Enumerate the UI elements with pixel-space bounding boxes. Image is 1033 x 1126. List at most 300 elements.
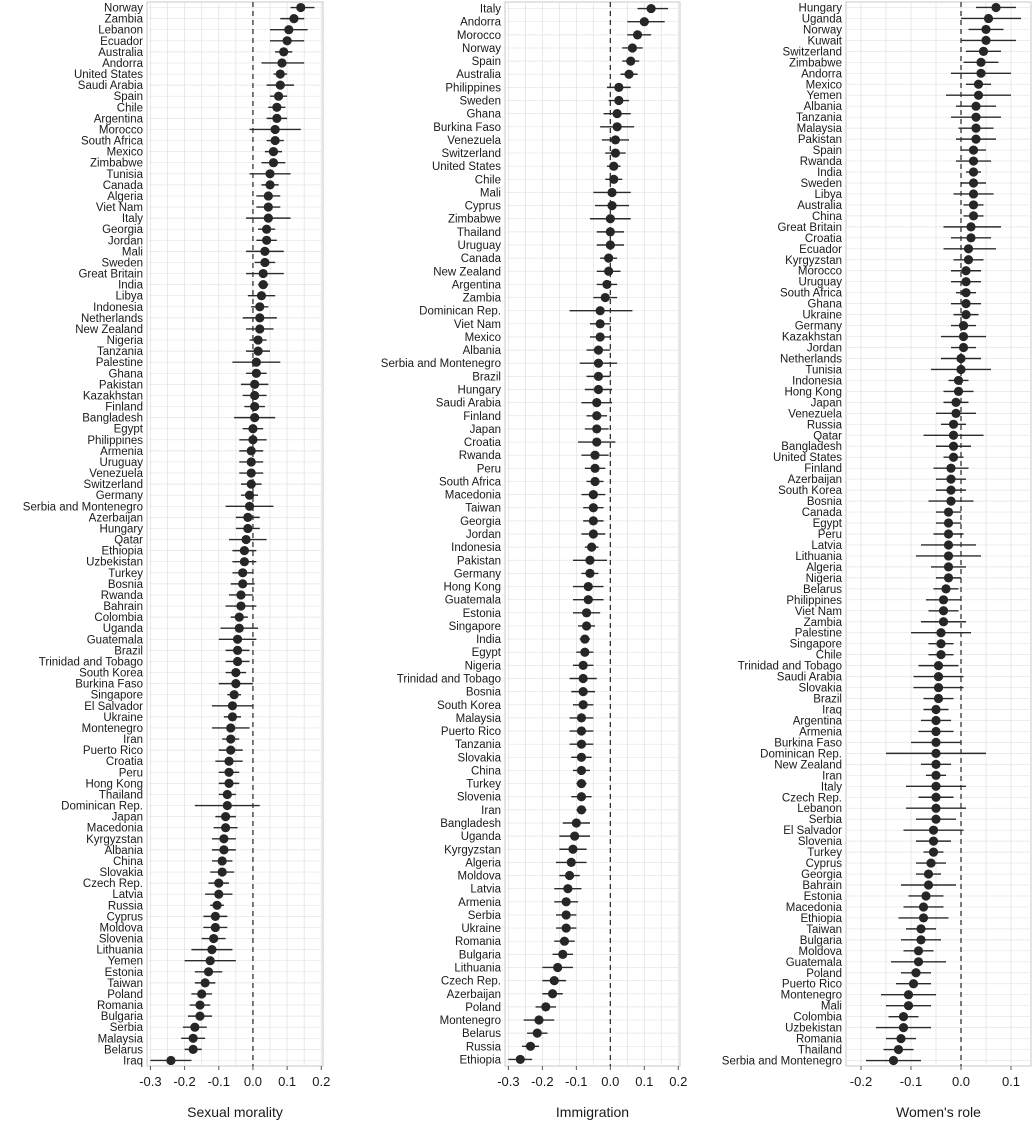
point-estimate: [262, 225, 271, 234]
country-label: Viet Nam: [453, 318, 501, 331]
point-estimate: [558, 950, 567, 959]
point-estimate: [570, 832, 579, 841]
country-label: Finland: [463, 410, 501, 423]
point-estimate: [577, 753, 586, 762]
point-estimate: [207, 945, 216, 954]
country-label: Singapore: [448, 620, 501, 633]
country-label: Saudi Arabia: [77, 80, 143, 93]
point-estimate: [934, 672, 943, 681]
point-estimate: [974, 91, 983, 100]
point-estimate: [594, 385, 603, 394]
country-label: Peru: [118, 767, 143, 780]
point-estimate: [594, 359, 603, 368]
country-label: Moldova: [99, 922, 143, 935]
country-label: Montenegro: [81, 722, 143, 735]
point-estimate: [594, 372, 603, 381]
point-estimate: [949, 442, 958, 451]
point-estimate: [969, 189, 978, 198]
country-label: United States: [73, 69, 143, 82]
country-label: Algeria: [806, 561, 842, 574]
point-estimate: [964, 244, 973, 253]
country-label: Romania: [96, 1000, 143, 1013]
point-estimate: [248, 424, 257, 433]
point-estimate: [966, 233, 975, 242]
country-label: Slovenia: [797, 836, 842, 849]
country-label: Puerto Rico: [440, 726, 501, 739]
point-estimate: [242, 535, 251, 544]
point-estimate: [606, 240, 615, 249]
point-estimate: [219, 845, 228, 854]
country-label: Singapore: [789, 638, 842, 651]
point-estimate: [911, 968, 920, 977]
country-label: Russia: [107, 900, 143, 913]
point-estimate: [562, 910, 571, 919]
country-label: India: [817, 167, 842, 180]
point-estimate: [274, 92, 283, 101]
country-label: Ghana: [466, 108, 501, 121]
point-estimate: [533, 1029, 542, 1038]
point-estimate: [197, 989, 206, 998]
point-estimate: [579, 674, 588, 683]
country-label: Egypt: [812, 518, 842, 531]
country-label: Romania: [454, 936, 501, 949]
point-estimate: [590, 464, 599, 473]
country-label: Taiwan: [465, 502, 501, 515]
point-estimate: [931, 727, 940, 736]
country-label: Croatia: [804, 232, 842, 245]
x-tick-label: 0.0: [951, 1074, 971, 1089]
country-label: Chile: [116, 102, 143, 115]
point-estimate: [253, 335, 262, 344]
country-label: Taiwan: [806, 923, 842, 936]
point-estimate: [271, 125, 280, 134]
point-estimate: [214, 890, 223, 899]
country-label: Bulgaria: [799, 934, 842, 947]
point-estimate: [209, 934, 218, 943]
country-label: Lithuania: [454, 962, 501, 975]
x-tick-label: 0.0: [601, 1074, 620, 1089]
country-label: Norway: [462, 42, 501, 55]
country-label: Estonia: [803, 890, 842, 903]
country-label: Yemen: [806, 90, 842, 103]
point-estimate: [929, 837, 938, 846]
country-label: Kazakhstan: [82, 390, 143, 403]
point-estimate: [276, 81, 285, 90]
country-label: Mexico: [805, 79, 842, 92]
point-estimate: [577, 726, 586, 735]
country-label: Poland: [806, 967, 842, 980]
point-estimate: [565, 871, 574, 880]
country-label: Algeria: [107, 190, 143, 203]
point-estimate: [596, 319, 605, 328]
country-label: Finland: [105, 401, 143, 414]
point-estimate: [961, 310, 970, 319]
point-estimate: [969, 167, 978, 176]
country-label: China: [470, 765, 501, 778]
point-estimate: [614, 96, 623, 105]
country-label: Norway: [803, 24, 842, 37]
country-label: Ghana: [108, 368, 143, 381]
point-estimate: [604, 267, 613, 276]
point-estimate: [931, 705, 940, 714]
country-label: Spain: [113, 91, 143, 104]
point-estimate: [233, 646, 242, 655]
country-label: Philippines: [786, 594, 842, 607]
point-estimate: [939, 617, 948, 626]
country-label: Great Britain: [78, 268, 143, 281]
x-tick-label: 0.1: [1001, 1074, 1021, 1089]
country-label: Kyrgyzstan: [785, 254, 842, 267]
country-label: Philippines: [445, 82, 501, 95]
country-label: Latvia: [811, 539, 842, 552]
point-estimate: [974, 80, 983, 89]
point-estimate: [264, 202, 273, 211]
country-label: Mali: [479, 187, 501, 200]
point-estimate: [640, 17, 649, 26]
country-label: Burkina Faso: [433, 121, 501, 134]
point-estimate: [585, 556, 594, 565]
point-estimate: [567, 858, 576, 867]
point-estimate: [971, 113, 980, 122]
point-estimate: [944, 540, 953, 549]
point-estimate: [961, 288, 970, 297]
point-estimate: [969, 200, 978, 209]
country-label: Burkina Faso: [774, 737, 842, 750]
country-label: Pakistan: [797, 134, 842, 147]
point-estimate: [592, 411, 601, 420]
country-label: Rwanda: [458, 450, 501, 463]
country-label: Hungary: [99, 523, 143, 536]
country-label: Slovakia: [99, 867, 143, 880]
country-label: Trinidad and Tobago: [737, 660, 842, 673]
country-label: Switzerland: [83, 479, 143, 492]
point-estimate: [899, 1012, 908, 1021]
point-estimate: [579, 687, 588, 696]
point-estimate: [233, 657, 242, 666]
point-estimate: [224, 768, 233, 777]
country-label: Puerto Rico: [82, 745, 143, 758]
point-estimate: [265, 180, 274, 189]
point-estimate: [283, 36, 292, 45]
point-estimate: [592, 424, 601, 433]
point-estimate: [223, 790, 232, 799]
country-label: Estonia: [104, 966, 143, 979]
country-label: Poland: [107, 988, 143, 1001]
point-estimate: [964, 255, 973, 264]
country-label: Colombia: [94, 612, 143, 625]
x-tick-label: -0.3: [497, 1074, 520, 1089]
country-label: Switzerland: [782, 46, 842, 59]
point-estimate: [272, 103, 281, 112]
country-label: Dominican Rep.: [419, 305, 501, 318]
country-label: Cyprus: [106, 911, 143, 924]
country-label: Pakistan: [456, 555, 501, 568]
point-estimate: [247, 457, 256, 466]
country-label: Thailand: [797, 1044, 842, 1057]
point-estimate: [633, 30, 642, 39]
point-estimate: [954, 387, 963, 396]
country-label: Zimbabwe: [89, 157, 143, 170]
country-label: Sweden: [459, 95, 501, 108]
point-estimate: [976, 69, 985, 78]
country-label: Bangladesh: [82, 412, 143, 425]
point-estimate: [894, 1045, 903, 1054]
point-estimate: [946, 486, 955, 495]
point-estimate: [944, 518, 953, 527]
country-label: Canada: [102, 179, 143, 192]
country-label: Bulgaria: [458, 949, 501, 962]
point-estimate: [941, 584, 950, 593]
country-label: Latvia: [470, 883, 501, 896]
point-estimate: [931, 716, 940, 725]
point-estimate: [971, 135, 980, 144]
country-label: Venezuela: [788, 408, 842, 421]
point-estimate: [614, 83, 623, 92]
country-label: Great Britain: [777, 221, 842, 234]
point-estimate: [919, 902, 928, 911]
country-label: Indonesia: [792, 375, 842, 388]
point-estimate: [582, 608, 591, 617]
country-label: Lebanon: [98, 24, 143, 37]
panel-3: [722, 2, 1031, 1120]
country-label: Yemen: [107, 955, 143, 968]
country-label: Uganda: [102, 623, 143, 636]
point-estimate: [195, 1000, 204, 1009]
point-estimate: [936, 639, 945, 648]
country-label: Hungary: [798, 2, 842, 15]
point-estimate: [611, 135, 620, 144]
country-label: Slovakia: [457, 752, 501, 765]
country-label: Lithuania: [795, 550, 842, 563]
point-estimate: [946, 475, 955, 484]
country-label: Libya: [115, 290, 143, 303]
point-estimate: [959, 343, 968, 352]
panel-1: [23, 2, 331, 1120]
country-label: South Africa: [80, 135, 143, 148]
point-estimate: [223, 801, 232, 810]
point-estimate: [247, 480, 256, 489]
country-label: Ghana: [807, 298, 842, 311]
country-label: Hong Kong: [443, 581, 501, 594]
panel-2: [381, 2, 688, 1120]
point-estimate: [624, 70, 633, 79]
point-estimate: [584, 582, 593, 591]
point-estimate: [929, 848, 938, 857]
country-label: Ethiopia: [459, 1054, 501, 1067]
country-label: Latvia: [112, 889, 143, 902]
point-estimate: [206, 956, 215, 965]
point-estimate: [606, 227, 615, 236]
country-label: Andorra: [801, 68, 842, 81]
country-label: Uruguay: [457, 240, 501, 253]
point-estimate: [276, 69, 285, 78]
country-label: Sweden: [800, 177, 842, 190]
country-label: Ukraine: [461, 923, 501, 936]
point-estimate: [577, 792, 586, 801]
point-estimate: [582, 621, 591, 630]
country-label: Ethiopia: [101, 545, 143, 558]
point-estimate: [961, 299, 970, 308]
point-estimate: [946, 496, 955, 505]
country-label: Qatar: [114, 534, 143, 547]
country-label: Croatia: [463, 437, 501, 450]
country-label: Germany: [794, 320, 842, 333]
country-label: Czech Rep.: [440, 975, 501, 988]
point-estimate: [235, 613, 244, 622]
point-estimate: [224, 779, 233, 788]
point-estimate: [255, 324, 264, 333]
country-label: El Salvador: [783, 825, 842, 838]
country-label: Ethiopia: [800, 912, 842, 925]
point-estimate: [264, 191, 273, 200]
country-label: Mexico: [106, 146, 143, 159]
country-label: Morocco: [797, 265, 842, 278]
point-estimate: [904, 990, 913, 999]
point-estimate: [166, 1056, 175, 1065]
country-label: India: [118, 279, 143, 292]
point-estimate: [252, 358, 261, 367]
country-label: Puerto Rico: [781, 978, 842, 991]
country-label: Saudi Arabia: [435, 397, 501, 410]
x-tick-label: -0.2: [173, 1074, 196, 1089]
country-label: Dominican Rep.: [760, 748, 842, 761]
point-estimate: [592, 398, 601, 407]
x-tick-label: 0.1: [278, 1074, 297, 1089]
point-estimate: [224, 757, 233, 766]
point-estimate: [969, 211, 978, 220]
country-label: Zimbabwe: [788, 57, 842, 70]
country-label: Trinidad and Tobago: [396, 673, 501, 686]
country-label: Guatemala: [444, 594, 501, 607]
point-estimate: [226, 734, 235, 743]
point-estimate: [971, 102, 980, 111]
point-estimate: [562, 897, 571, 906]
point-estimate: [240, 557, 249, 566]
point-estimate: [959, 321, 968, 330]
country-label: Belarus: [104, 1044, 143, 1057]
point-estimate: [245, 502, 254, 511]
country-label: Iran: [481, 804, 501, 817]
country-label: Argentina: [93, 113, 143, 126]
point-estimate: [931, 760, 940, 769]
country-label: New Zealand: [774, 759, 842, 772]
point-estimate: [265, 169, 274, 178]
point-estimate: [231, 679, 240, 688]
point-estimate: [936, 650, 945, 659]
point-estimate: [971, 124, 980, 133]
point-estimate: [904, 1001, 913, 1010]
country-label: Spain: [471, 56, 501, 69]
point-estimate: [991, 3, 1000, 12]
country-label: Tanzania: [454, 739, 501, 752]
point-estimate: [577, 805, 586, 814]
point-estimate: [609, 175, 618, 184]
country-label: Moldova: [798, 945, 842, 958]
point-estimate: [236, 601, 245, 610]
country-label: Belarus: [803, 583, 842, 596]
point-estimate: [226, 746, 235, 755]
point-estimate: [936, 628, 945, 637]
point-estimate: [272, 114, 281, 123]
point-estimate: [218, 856, 227, 865]
point-estimate: [577, 713, 586, 722]
point-estimate: [914, 946, 923, 955]
point-estimate: [211, 912, 220, 921]
country-label: Ukraine: [802, 309, 842, 322]
country-label: Zimbabwe: [447, 213, 501, 226]
point-estimate: [534, 1015, 543, 1024]
country-label: Bahrain: [802, 880, 842, 893]
country-label: Serbia and Montenegro: [380, 358, 501, 371]
country-label: South Korea: [778, 485, 842, 498]
country-label: Russia: [806, 419, 842, 432]
country-label: Viet Nam: [95, 202, 143, 215]
point-estimate: [189, 1034, 198, 1043]
country-label: Australia: [797, 199, 842, 212]
point-estimate: [604, 254, 613, 263]
country-label: Bahrain: [103, 601, 143, 614]
country-label: Spain: [812, 145, 842, 158]
point-estimate: [589, 516, 598, 525]
country-label: Tunisia: [805, 364, 842, 377]
country-label: Saudi Arabia: [776, 671, 842, 684]
point-estimate: [235, 624, 244, 633]
country-label: Azerbaijan: [88, 512, 143, 525]
country-label: Thailand: [98, 789, 143, 802]
country-label: Tanzania: [96, 346, 143, 359]
point-estimate: [976, 58, 985, 67]
point-estimate: [613, 122, 622, 131]
point-estimate: [613, 109, 622, 118]
point-estimate: [949, 453, 958, 462]
country-label: Italy: [121, 213, 143, 226]
country-label: South Africa: [779, 287, 842, 300]
point-estimate: [611, 148, 620, 157]
country-label: Georgia: [801, 869, 842, 882]
country-label: Norway: [104, 2, 143, 15]
country-label: Iraq: [822, 704, 842, 717]
country-label: Australia: [98, 46, 143, 59]
country-label: Hong Kong: [85, 778, 143, 791]
country-label: Belarus: [462, 1028, 501, 1041]
point-estimate: [264, 214, 273, 223]
country-label: Rwanda: [799, 156, 842, 169]
x-axis-title: Women's role: [896, 1104, 981, 1120]
point-estimate: [562, 923, 571, 932]
country-label: Canada: [801, 507, 842, 520]
point-estimate: [931, 749, 940, 758]
point-estimate: [956, 354, 965, 363]
country-label: Viet Nam: [794, 605, 842, 618]
country-label: Lebanon: [797, 803, 842, 816]
country-label: Kyrgyzstan: [444, 844, 501, 857]
country-label: Romania: [795, 1033, 842, 1046]
country-label: Nigeria: [464, 660, 501, 673]
point-estimate: [602, 280, 611, 289]
x-tick-label: 0.1: [635, 1074, 654, 1089]
point-estimate: [289, 14, 298, 23]
country-label: Egypt: [471, 647, 501, 660]
point-estimate: [231, 668, 240, 677]
point-estimate: [956, 365, 965, 374]
country-label: Bosnia: [107, 578, 143, 591]
point-estimate: [195, 1012, 204, 1021]
country-label: Canada: [460, 253, 501, 266]
point-estimate: [577, 779, 586, 788]
country-label: Georgia: [102, 224, 143, 237]
country-label: China: [112, 855, 143, 868]
x-tick-label: -0.1: [565, 1074, 588, 1089]
